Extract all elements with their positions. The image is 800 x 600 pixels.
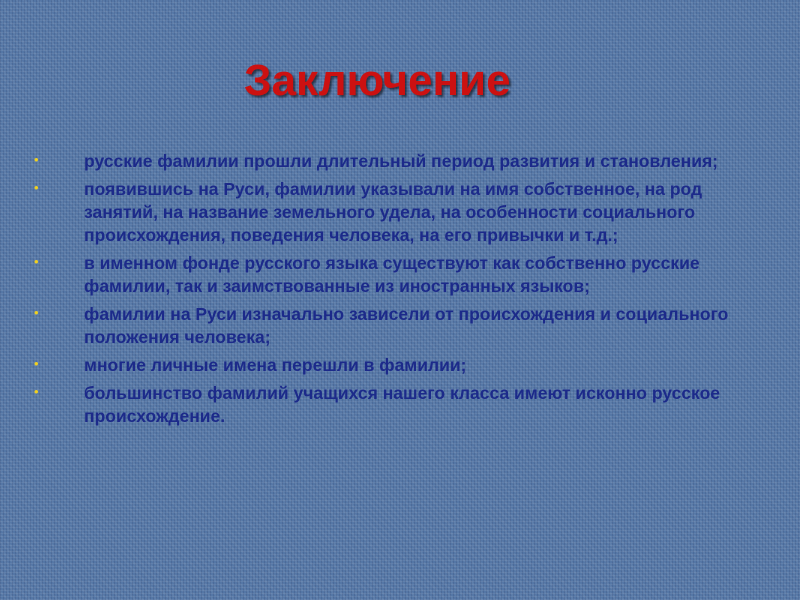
bullet-icon: • [34,356,39,371]
bullet-icon: • [34,152,39,167]
slide-title: Заключение [244,56,511,105]
list-item [34,150,774,173]
list-item [34,252,774,298]
list-item [34,382,774,428]
list-item [34,303,774,349]
list-item [34,354,774,377]
list-item-text: многие личные имена перешли в фамилии; [84,355,467,375]
bullet-icon: • [34,384,39,399]
list-item-text: в именном фонде русского языка существуют как собственно русские фамилии, так и заимствованные из иностранных языков; [84,253,700,296]
list-item-text: большинство фамилий учащихся нашего класса имеют исконно русское происхождение. [84,383,721,426]
bullet-icon: • [34,305,39,320]
list-item-text: появившись на Руси, фамилии указывали на имя собственное, на род занятий, на название земельного удела, на особенности социального происхождения, поведения человека, на его привычки и т.д.; [84,179,703,245]
list-item-text: русские фамилии прошли длительный период развития и становления; [84,151,719,171]
conclusion-list [34,150,774,433]
bullet-icon: • [34,254,39,269]
list-item-text: фамилии на Руси изначально зависели от происхождения и социального положения человека; [84,304,729,347]
list-item [34,178,774,247]
bullet-icon: • [34,180,39,195]
